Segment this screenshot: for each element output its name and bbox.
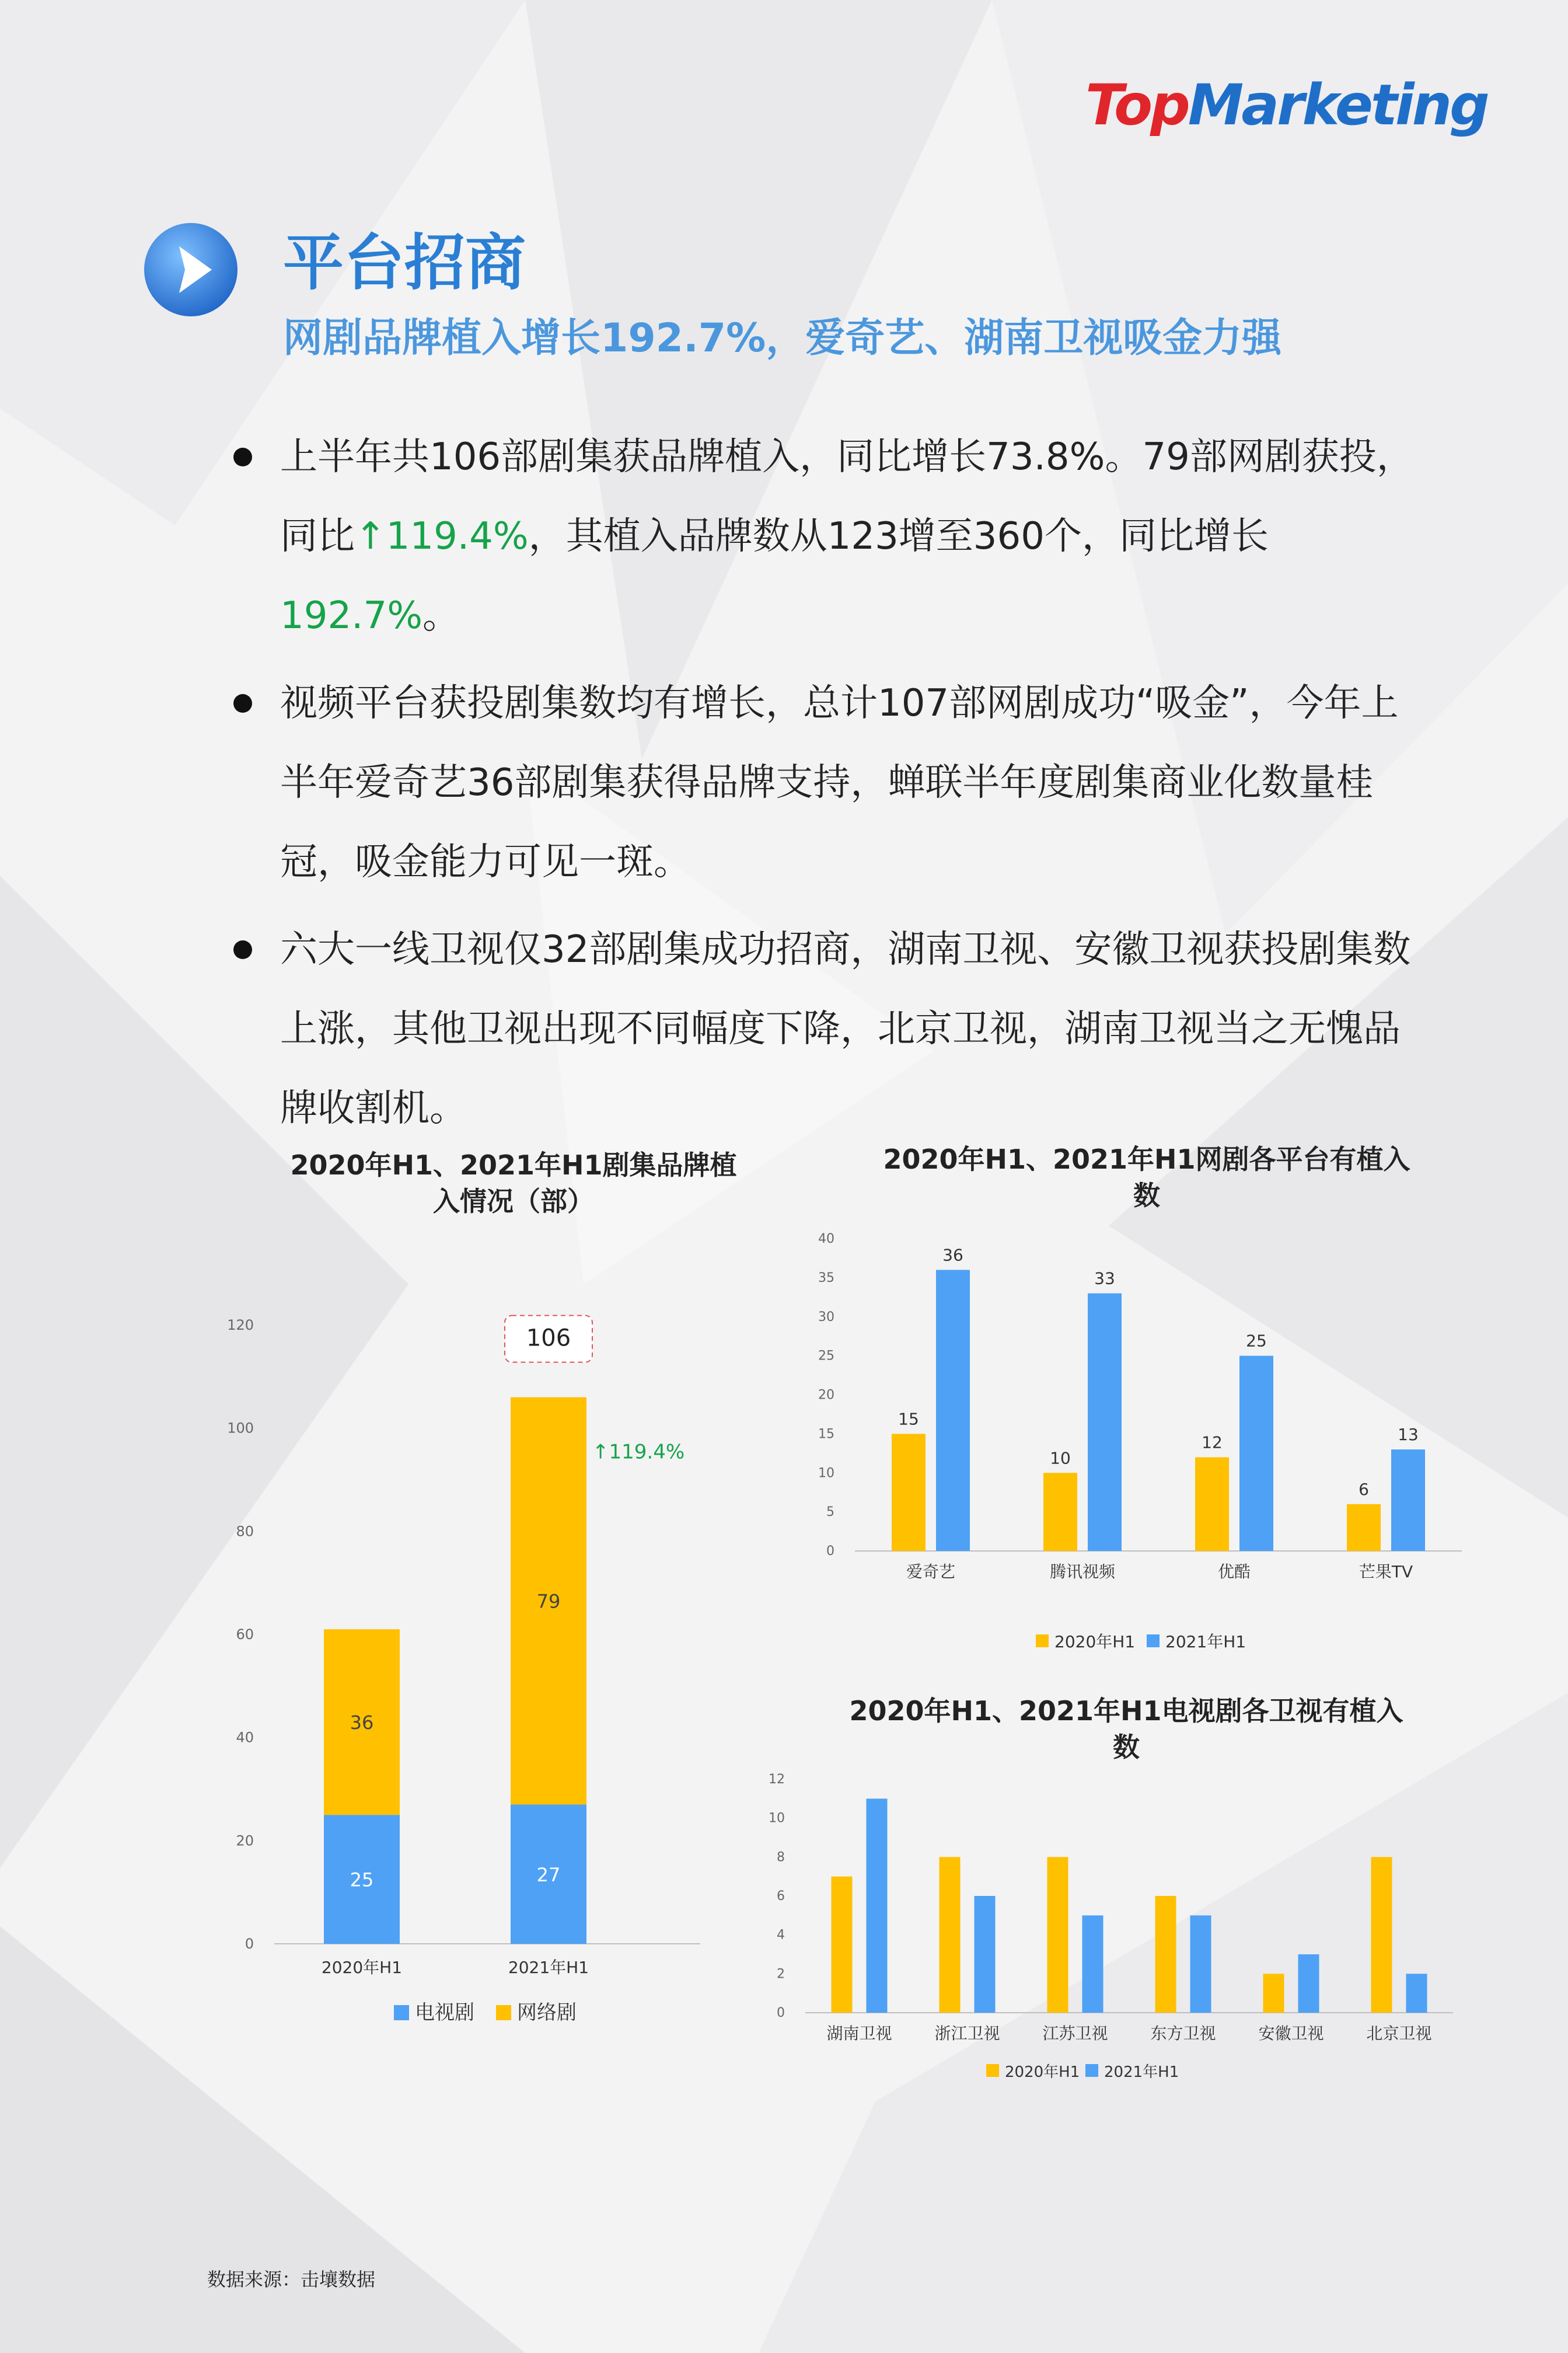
growth-annotation: ↑119.4% bbox=[592, 1440, 685, 1464]
bar bbox=[936, 1270, 970, 1552]
bar bbox=[1298, 1954, 1319, 2013]
x-tick-label: 2021年H1 bbox=[508, 1958, 589, 1977]
page-subtitle: 网剧品牌植入增长192.7%，爱奇艺、湖南卫视吸金力强 bbox=[283, 315, 1282, 361]
legend-label: 2020年H1 bbox=[1005, 2063, 1080, 2081]
data-label: 6 bbox=[1359, 1479, 1369, 1499]
y-tick-label: 100 bbox=[227, 1420, 254, 1437]
bullet-dot-icon bbox=[233, 940, 252, 959]
legend-swatch bbox=[1036, 1634, 1049, 1647]
data-label: 15 bbox=[898, 1409, 919, 1429]
y-tick-label: 60 bbox=[236, 1626, 254, 1643]
chart2-grouped-bar bbox=[811, 1226, 1471, 1664]
x-tick-label: 安徽卫视 bbox=[1258, 2024, 1324, 2043]
y-tick-label: 0 bbox=[245, 1936, 254, 1952]
legend-swatch bbox=[394, 2005, 409, 2020]
chart1-stacked-bar bbox=[222, 1296, 735, 2055]
legend-swatch bbox=[1147, 1634, 1160, 1647]
y-tick-label: 2 bbox=[777, 1967, 785, 1982]
x-tick-label: 江苏卫视 bbox=[1042, 2024, 1108, 2043]
chart1-title: 2020年H1、2021年H1剧集品牌植入情况（部） bbox=[290, 1149, 737, 1217]
x-tick-label: 爱奇艺 bbox=[906, 1562, 956, 1581]
x-tick-label: 浙江卫视 bbox=[934, 2024, 1000, 2043]
bar bbox=[1190, 1915, 1211, 2013]
y-tick-label: 5 bbox=[826, 1505, 834, 1520]
bar bbox=[1239, 1356, 1273, 1551]
data-label: 33 bbox=[1094, 1268, 1115, 1288]
bar bbox=[1043, 1473, 1077, 1551]
y-tick-label: 0 bbox=[826, 1544, 834, 1559]
legend-label: 2020年H1 bbox=[1054, 1632, 1136, 1651]
y-tick-label: 120 bbox=[227, 1317, 254, 1333]
bar bbox=[1047, 1857, 1068, 2013]
data-label: 10 bbox=[1050, 1448, 1071, 1468]
bullet-dot-icon bbox=[233, 694, 252, 713]
y-tick-label: 8 bbox=[777, 1850, 785, 1865]
bar bbox=[1263, 1974, 1284, 2013]
data-source-note: 数据来源：击壤数据 bbox=[207, 2268, 376, 2291]
bar bbox=[892, 1434, 926, 1551]
data-label: 12 bbox=[1202, 1432, 1223, 1452]
bar bbox=[1391, 1449, 1425, 1551]
legend-swatch bbox=[1085, 2064, 1098, 2077]
x-tick-label: 东方卫视 bbox=[1150, 2024, 1216, 2043]
bar bbox=[1371, 1857, 1392, 2013]
y-tick-label: 25 bbox=[818, 1348, 834, 1364]
chart3-grouped-bar bbox=[769, 1769, 1471, 2096]
y-tick-label: 12 bbox=[769, 1772, 785, 1787]
y-tick-label: 15 bbox=[818, 1427, 834, 1442]
bar bbox=[1088, 1294, 1122, 1551]
data-label: 25 bbox=[1246, 1331, 1267, 1351]
legend-label: 电视剧 bbox=[415, 2001, 474, 2024]
y-tick-label: 20 bbox=[818, 1388, 834, 1403]
bullet-item-2: 视频平台获投剧集数均有增长，总计107部网剧成功“吸金”，今年上半年爱奇艺36部剧集获得品牌支持，蝉联半年度剧集商业化数量桂冠，吸金能力可见一斑。 bbox=[233, 664, 1436, 902]
y-tick-label: 4 bbox=[777, 1927, 785, 1943]
bar bbox=[832, 1877, 853, 2013]
total-callout-label: 106 bbox=[526, 1324, 571, 1352]
y-tick-label: 10 bbox=[818, 1466, 834, 1481]
legend-label: 2021年H1 bbox=[1104, 2063, 1179, 2081]
data-label: 27 bbox=[536, 1863, 561, 1886]
legend-swatch bbox=[986, 2064, 999, 2077]
bullet-dot-icon bbox=[233, 448, 252, 466]
x-tick-label: 湖南卫视 bbox=[826, 2024, 892, 2043]
x-tick-label: 芒果TV bbox=[1359, 1562, 1413, 1581]
data-label: 36 bbox=[942, 1245, 963, 1265]
y-tick-label: 40 bbox=[818, 1232, 834, 1246]
y-tick-label: 40 bbox=[236, 1729, 254, 1746]
x-tick-label: 腾讯视频 bbox=[1049, 1562, 1116, 1581]
bullet-item-3: 六大一线卫视仅32部剧集成功招商，湖南卫视、安徽卫视获投剧集数上涨，其他卫视出现不同幅度下降，北京卫视，湖南卫视当之无愧品牌收割机。 bbox=[233, 910, 1436, 1148]
data-label: 13 bbox=[1398, 1425, 1419, 1445]
y-tick-label: 35 bbox=[818, 1270, 834, 1285]
bar bbox=[975, 1896, 996, 2013]
topmarketing-logo: TopMarketing bbox=[1085, 72, 1487, 138]
chevron-right-circle-icon bbox=[143, 222, 239, 318]
bar bbox=[1406, 1974, 1427, 2013]
legend-label: 网络剧 bbox=[517, 2001, 577, 2024]
bullet-item-1: 上半年共106部剧集获品牌植入，同比增长73.8%。79部网剧获投，同比↑119.4%，其植入品牌数从123增至360个，同比增长192.7%。 bbox=[233, 417, 1436, 656]
y-tick-label: 0 bbox=[777, 2006, 785, 2020]
bar bbox=[1082, 1915, 1103, 2013]
y-tick-label: 10 bbox=[769, 1811, 785, 1826]
x-tick-label: 2020年H1 bbox=[321, 1958, 403, 1977]
bar bbox=[1155, 1896, 1176, 2013]
x-tick-label: 北京卫视 bbox=[1366, 2024, 1432, 2043]
bar bbox=[940, 1857, 961, 2013]
legend-swatch bbox=[496, 2005, 511, 2020]
y-tick-label: 80 bbox=[236, 1523, 254, 1540]
bar bbox=[867, 1798, 888, 2013]
data-label: 25 bbox=[350, 1869, 374, 1891]
bullet-list bbox=[233, 417, 1436, 1156]
legend-label: 2021年H1 bbox=[1165, 1632, 1246, 1651]
x-tick-label: 优酷 bbox=[1217, 1562, 1251, 1581]
chart3-title: 2020年H1、2021年H1电视剧各卫视有植入数 bbox=[849, 1695, 1403, 1763]
bar bbox=[1347, 1504, 1381, 1551]
y-tick-label: 30 bbox=[818, 1309, 834, 1324]
page-title: 平台招商 bbox=[283, 227, 526, 298]
chart2-title: 2020年H1、2021年H1网剧各平台有植入数 bbox=[883, 1144, 1410, 1211]
data-label: 79 bbox=[536, 1590, 561, 1613]
bar bbox=[1195, 1458, 1229, 1552]
data-label: 36 bbox=[350, 1711, 374, 1734]
y-tick-label: 6 bbox=[777, 1889, 785, 1904]
y-tick-label: 20 bbox=[236, 1832, 254, 1849]
